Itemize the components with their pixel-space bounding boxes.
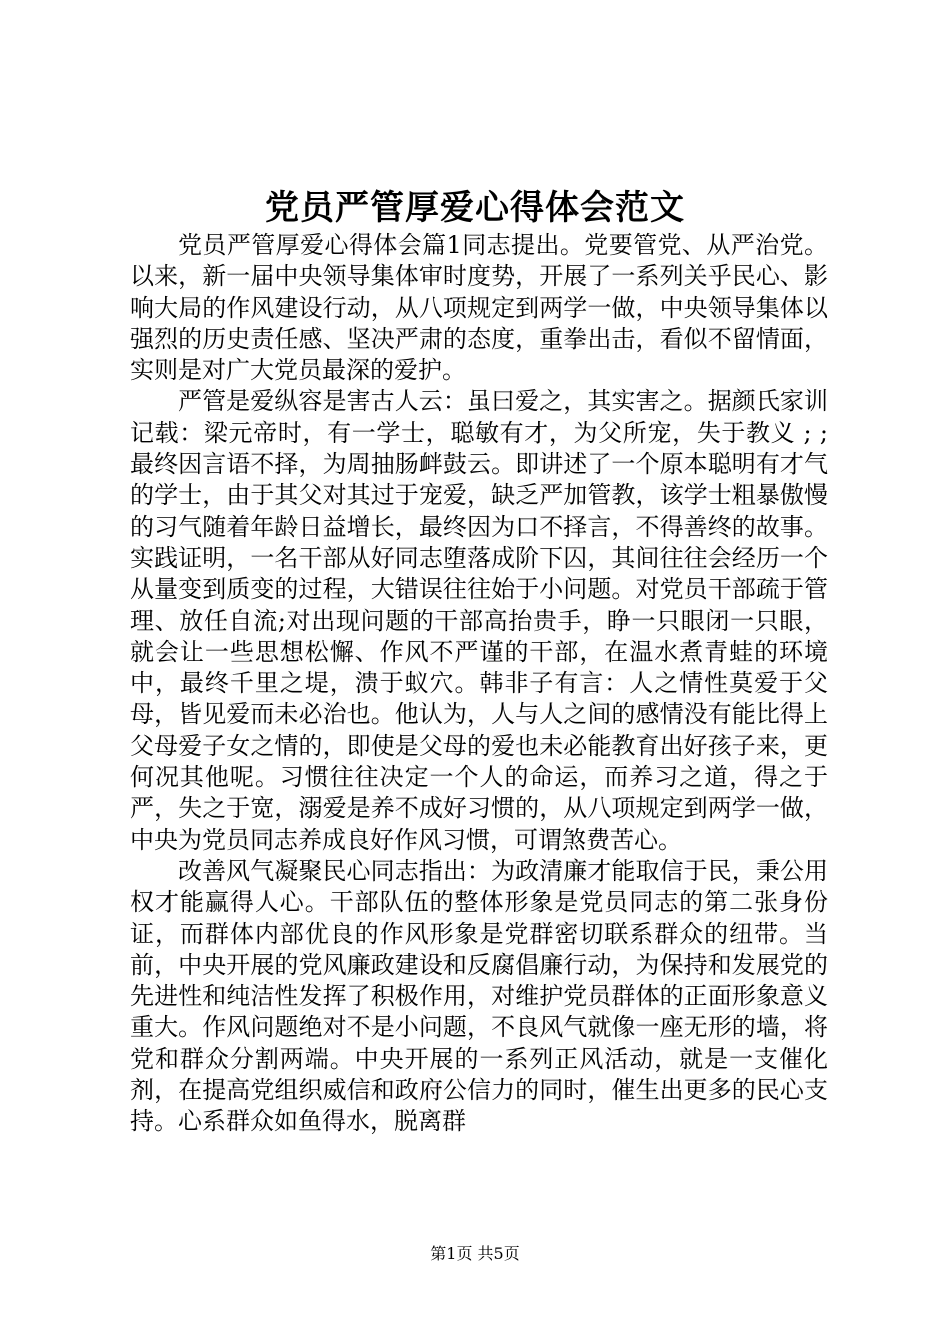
- document-title: 党员严管厚爱心得体会范文: [265, 188, 685, 228]
- paragraph-2: 严管是爱纵容是害古人云：虽曰爱之，其实害之。据颜氏家训记载：梁元帝时，有一学士，聪敏有才，为父所宠，失于教义 ; ;最终因言语不择，为周抽肠衅鼓云。即讲述了一个原本聪明有才气的学士，由于其父对其过于宠爱，缺乏严加管教，该学士粗暴傲慢的习气随着年龄日益增长，最终因为口不择言，不得善终的故事。实践证明，一名干部从好同志堕落成阶下囚，其间往往会经历一个从量变到质变的过程，大错误往往始于小问题。对党员干部疏于管理、放任自流;对出现问题的干部高抬贵手，睁一只眼闭一只眼，就会让一些思想松懈、作风不严谨的干部，在温水煮青蛙的环境中，最终千里之堤，溃于蚁穴。韩非子有言：人之情性莫爱于父母，皆见爱而未必治也。他认为，人与人之间的感情没有能比得上父母爱子女之情的，即使是父母的爱也未必能教育出好孩子来，更何况其他呢。习惯往往决定一个人的命运，而养习之道，得之于严，失之于宽，溺爱是养不成好习惯的，从八项规定到两学一做，中央为党员同志养成良好作风习惯，可谓煞费苦心。: [130, 387, 828, 854]
- paragraph-3: 改善风气凝聚民心同志指出：为政清廉才能取信于民，秉公用权才能赢得人心。干部队伍的整体形象是党员同志的第二张身份证，而群体内部优良的作风形象是党群密切联系群众的纽带。当前，中央开展的党风廉政建设和反腐倡廉行动，为保持和发展党的先进性和纯洁性发挥了积极作用，对维护党员群体的正面形象意义重大。作风问题绝对不是小问题，不良风气就像一座无形的墙，将党和群众分割两端。中央开展的一系列正风活动，就是一支催化剂，在提高党组织威信和政府公信力的同时，催生出更多的民心支持。心系群众如鱼得水，脱离群: [130, 856, 828, 1136]
- document-body: [130, 230, 828, 1138]
- page-footer: 第1页 共5页: [430, 1244, 520, 1263]
- paragraph-1: 党员严管厚爱心得体会篇1同志提出。党要管党、从严治党。以来，新一届中央领导集体审时度势，开展了一系列关乎民心、影响大局的作风建设行动，从八项规定到两学一做，中央领导集体以强烈的历史责任感、坚决严肃的态度，重拳出击，看似不留情面，实则是对广大党员最深的爱护。: [130, 231, 828, 385]
